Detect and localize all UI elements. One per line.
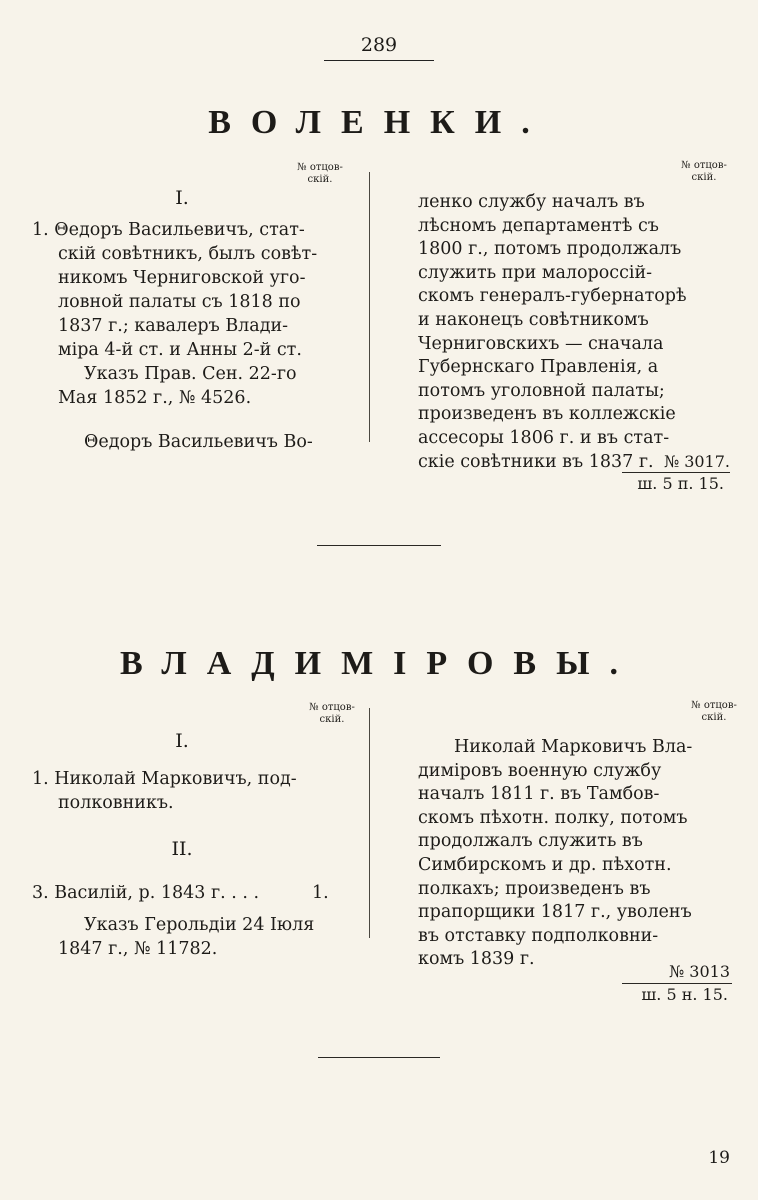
- label-line: скій.: [691, 172, 717, 183]
- text-line: ленко службу началъ въ: [418, 192, 645, 212]
- text-line: скомъ пѣхотн. полку, потомъ: [418, 807, 688, 828]
- text-line: скій совѣтникъ, былъ совѣт-: [58, 244, 318, 264]
- text-line: прапорщики 1817 г., уволенъ: [418, 902, 692, 923]
- text-line: Мая 1852 г., № 4526.: [58, 388, 252, 408]
- label-line: № отцов-: [297, 162, 343, 173]
- text-line: 1. Θедоръ Васильевичъ, стат-: [32, 220, 305, 240]
- text-line: Симбирскомъ и др. пѣхотн.: [418, 854, 672, 875]
- text-line: міра 4-й ст. и Анны 2-й ст.: [58, 340, 302, 360]
- text-line: 1. Николай Марковичъ, под-: [32, 769, 297, 789]
- section1-title: ВОЛЕНКИ.: [208, 104, 550, 141]
- text-line: Указъ Прав. Сен. 22-го: [84, 364, 297, 384]
- label-line: скій.: [319, 714, 345, 725]
- entry-name: 3. Василій, р. 1843 г. . . .: [32, 883, 260, 903]
- text-line: никомъ Черниговской уго-: [58, 268, 306, 288]
- section2-right-column: [418, 736, 730, 972]
- section1-record-number: № 3017.: [663, 452, 730, 471]
- text-line: и наконецъ совѣтникомъ: [418, 309, 649, 330]
- text-line: потомъ уголовной палаты;: [418, 380, 665, 401]
- section2-label-right: [674, 700, 754, 724]
- text-line: Указъ Герольдіи 24 Іюля: [84, 915, 315, 935]
- text-line: полкахъ; произведенъ въ: [418, 878, 651, 899]
- text-line: продолжалъ служить въ: [418, 831, 643, 852]
- section1-column-divider: [369, 172, 370, 442]
- section1-label-right: [664, 160, 744, 184]
- entry-father-number: 1.: [312, 883, 329, 903]
- section1-record-rule: [622, 472, 730, 473]
- text-line: диміровъ военную службу: [418, 760, 662, 781]
- entry-row: [32, 881, 332, 905]
- text-line: Черниговскихъ — сначала: [418, 333, 664, 354]
- text-line: служить при малороссій-: [418, 262, 653, 283]
- footer-number: 19: [708, 1148, 730, 1168]
- text-line: произведенъ въ коллежскіе: [418, 404, 676, 425]
- text-line: скомъ генералъ-губернаторѣ: [418, 286, 687, 307]
- page-number-rule: [324, 60, 434, 61]
- text-line: въ отставку подполковни-: [418, 925, 659, 946]
- text-line: началъ 1811 г. въ Тамбов-: [418, 784, 660, 805]
- section1-right-column: [418, 191, 730, 474]
- label-line: № отцов-: [691, 700, 737, 711]
- section2-roman-numeral-2: II.: [171, 838, 193, 860]
- section2-title: ВЛАДИМІРОВЫ.: [119, 645, 638, 682]
- section-divider: [318, 1057, 440, 1058]
- section2-label-left: [292, 702, 372, 726]
- label-line: № отцов-: [309, 702, 355, 713]
- text-line: полковникъ.: [58, 793, 174, 813]
- section2-record-rule: [622, 983, 732, 984]
- text-line: 1800 г., потомъ продолжалъ: [418, 239, 682, 260]
- label-line: скій.: [307, 174, 333, 185]
- text-line: Θедоръ Васильевичъ Во-: [84, 432, 313, 452]
- section2-roman-numeral-1: I.: [175, 730, 189, 752]
- text-line: комъ 1839 г.: [418, 949, 535, 970]
- page-number: 289: [360, 34, 398, 56]
- section2-left-column: [32, 729, 332, 961]
- section1-roman-numeral: I.: [175, 187, 189, 209]
- section2-record-ref: ш. 5 н. 15.: [641, 985, 728, 1004]
- section1-record-ref: ш. 5 п. 15.: [637, 474, 724, 493]
- text-line: скіе совѣтники въ 1837 г.: [418, 451, 654, 472]
- text-line: Губернскаго Правленія, а: [418, 357, 659, 378]
- label-line: № отцов-: [681, 160, 727, 171]
- text-line: лѣсномъ департаментѣ съ: [418, 215, 659, 236]
- section1-left-column: [32, 186, 332, 454]
- text-line: 1847 г., № 11782.: [58, 939, 218, 959]
- text-line: 1837 г.; кавалеръ Влади-: [58, 316, 289, 336]
- section2-record-number: № 3013: [669, 962, 730, 981]
- section-divider: [317, 545, 441, 546]
- section2-column-divider: [369, 708, 370, 938]
- text-line: ассесоры 1806 г. и въ стат-: [418, 427, 670, 448]
- section1-label-left: [280, 162, 360, 186]
- text-line: Николай Марковичъ Вла-: [454, 737, 693, 757]
- label-line: скій.: [701, 712, 727, 723]
- text-line: ловной палаты съ 1818 по: [58, 292, 301, 312]
